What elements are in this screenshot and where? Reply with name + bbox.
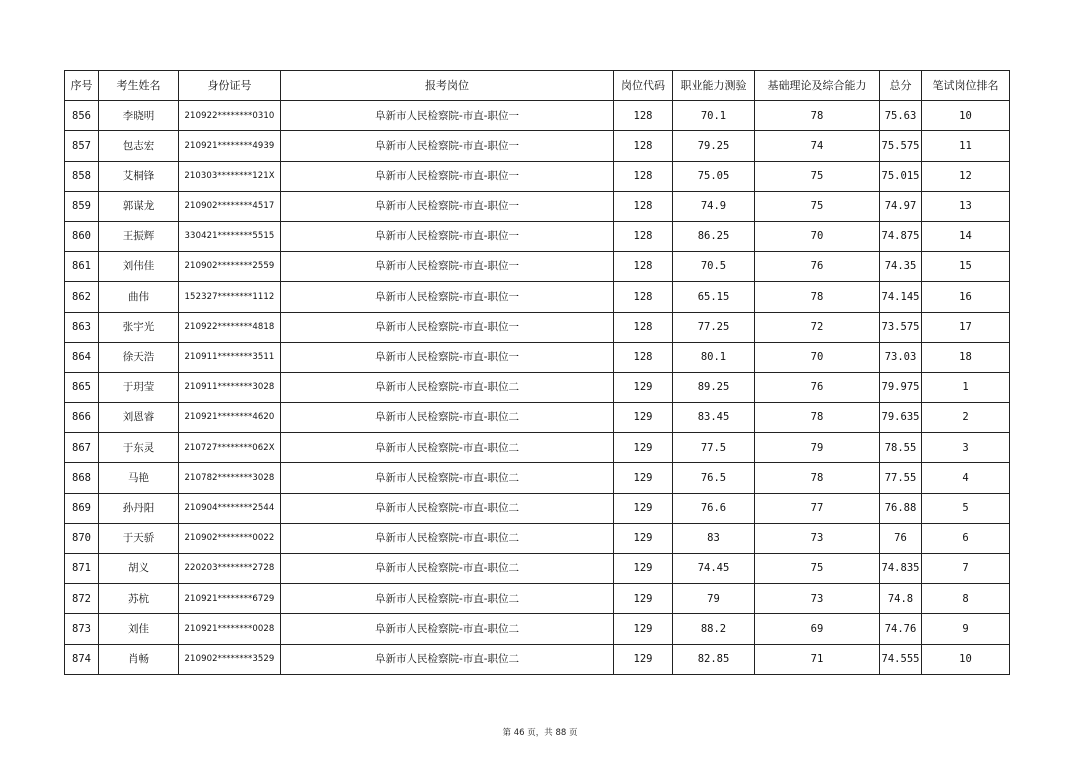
cell-theory: 70: [755, 221, 880, 251]
cell-theory: 78: [755, 463, 880, 493]
cell-total: 79.635: [880, 403, 922, 433]
cell-theory: 69: [755, 614, 880, 644]
cell-id: 210902********4517: [179, 191, 281, 221]
table-row: [65, 342, 1010, 372]
cell-name: 王振辉: [99, 221, 179, 251]
cell-seq: 872: [65, 584, 99, 614]
cell-seq: 867: [65, 433, 99, 463]
cell-total: 74.145: [880, 282, 922, 312]
table-row: [65, 523, 1010, 553]
cell-name: 郭谋龙: [99, 191, 179, 221]
cell-post: 阜新市人民检察院-市直-职位一: [281, 312, 614, 342]
page-footer: 第 46 页，共 88 页: [502, 728, 578, 738]
cell-seq: 856: [65, 101, 99, 131]
cell-total: 74.8: [880, 584, 922, 614]
cell-seq: 864: [65, 342, 99, 372]
cell-code: 128: [614, 101, 673, 131]
cell-code: 129: [614, 463, 673, 493]
cell-post: 阜新市人民检察院-市直-职位二: [281, 584, 614, 614]
cell-code: 129: [614, 372, 673, 402]
table-row: [65, 554, 1010, 584]
cell-rank: 1: [922, 372, 1010, 402]
cell-aptitude-test: 83: [673, 523, 755, 553]
table-row: [65, 403, 1010, 433]
cell-aptitude-test: 83.45: [673, 403, 755, 433]
cell-total: 74.35: [880, 252, 922, 282]
cell-post: 阜新市人民检察院-市直-职位一: [281, 131, 614, 161]
cell-name: 于天骄: [99, 523, 179, 553]
cell-post: 阜新市人民检察院-市直-职位二: [281, 493, 614, 523]
cell-aptitude-test: 77.25: [673, 312, 755, 342]
cell-name: 苏杭: [99, 584, 179, 614]
table-body: [65, 101, 1010, 675]
cell-seq: 860: [65, 221, 99, 251]
cell-rank: 7: [922, 554, 1010, 584]
table-row: [65, 493, 1010, 523]
cell-aptitude-test: 79: [673, 584, 755, 614]
cell-aptitude-test: 75.05: [673, 161, 755, 191]
cell-code: 129: [614, 403, 673, 433]
cell-rank: 10: [922, 644, 1010, 674]
table-row: [65, 614, 1010, 644]
cell-rank: 6: [922, 523, 1010, 553]
cell-total: 73.575: [880, 312, 922, 342]
cell-post: 阜新市人民检察院-市直-职位二: [281, 372, 614, 402]
cell-seq: 870: [65, 523, 99, 553]
cell-theory: 76: [755, 252, 880, 282]
cell-rank: 5: [922, 493, 1010, 523]
cell-theory: 78: [755, 403, 880, 433]
cell-post: 阜新市人民检察院-市直-职位二: [281, 554, 614, 584]
cell-rank: 18: [922, 342, 1010, 372]
cell-name: 孙丹阳: [99, 493, 179, 523]
cell-total: 77.55: [880, 463, 922, 493]
cell-post: 阜新市人民检察院-市直-职位二: [281, 403, 614, 433]
header-code: 岗位代码: [614, 71, 673, 101]
header-theory: 基础理论及综合能力: [755, 71, 880, 101]
cell-name: 于东灵: [99, 433, 179, 463]
cell-name: 徐天浩: [99, 342, 179, 372]
header-name: 考生姓名: [99, 71, 179, 101]
cell-code: 129: [614, 614, 673, 644]
cell-seq: 873: [65, 614, 99, 644]
cell-id: 210921********4620: [179, 403, 281, 433]
score-table: [64, 70, 1010, 675]
cell-total: 74.875: [880, 221, 922, 251]
cell-seq: 862: [65, 282, 99, 312]
cell-total: 74.835: [880, 554, 922, 584]
cell-rank: 16: [922, 282, 1010, 312]
cell-total: 74.97: [880, 191, 922, 221]
table-row: [65, 312, 1010, 342]
cell-post: 阜新市人民检察院-市直-职位一: [281, 252, 614, 282]
cell-name: 马艳: [99, 463, 179, 493]
cell-id: 152327********1112: [179, 282, 281, 312]
cell-seq: 866: [65, 403, 99, 433]
cell-seq: 868: [65, 463, 99, 493]
cell-id: 210902********2559: [179, 252, 281, 282]
cell-total: 79.975: [880, 372, 922, 402]
cell-theory: 78: [755, 282, 880, 312]
table-row: [65, 372, 1010, 402]
cell-total: 75.63: [880, 101, 922, 131]
cell-seq: 857: [65, 131, 99, 161]
cell-seq: 861: [65, 252, 99, 282]
cell-theory: 75: [755, 191, 880, 221]
cell-code: 128: [614, 221, 673, 251]
cell-post: 阜新市人民检察院-市直-职位一: [281, 161, 614, 191]
cell-total: 74.555: [880, 644, 922, 674]
cell-post: 阜新市人民检察院-市直-职位一: [281, 342, 614, 372]
cell-aptitude-test: 76.5: [673, 463, 755, 493]
cell-theory: 78: [755, 101, 880, 131]
cell-total: 78.55: [880, 433, 922, 463]
cell-id: 220203********2728: [179, 554, 281, 584]
cell-rank: 8: [922, 584, 1010, 614]
cell-total: 73.03: [880, 342, 922, 372]
cell-aptitude-test: 86.25: [673, 221, 755, 251]
cell-total: 74.76: [880, 614, 922, 644]
table-row: [65, 101, 1010, 131]
header-seq: 序号: [65, 71, 99, 101]
cell-rank: 15: [922, 252, 1010, 282]
cell-aptitude-test: 65.15: [673, 282, 755, 312]
cell-rank: 9: [922, 614, 1010, 644]
cell-total: 75.015: [880, 161, 922, 191]
cell-aptitude-test: 82.85: [673, 644, 755, 674]
cell-post: 阜新市人民检察院-市直-职位一: [281, 101, 614, 131]
cell-rank: 17: [922, 312, 1010, 342]
table-row: [65, 644, 1010, 674]
cell-name: 刘伟佳: [99, 252, 179, 282]
cell-id: 210303********121X: [179, 161, 281, 191]
cell-seq: 858: [65, 161, 99, 191]
cell-id: 210911********3511: [179, 342, 281, 372]
cell-aptitude-test: 80.1: [673, 342, 755, 372]
cell-theory: 76: [755, 372, 880, 402]
cell-id: 210904********2544: [179, 493, 281, 523]
table-row: [65, 221, 1010, 251]
cell-id: 330421********5515: [179, 221, 281, 251]
cell-seq: 874: [65, 644, 99, 674]
cell-theory: 74: [755, 131, 880, 161]
cell-code: 129: [614, 493, 673, 523]
cell-post: 阜新市人民检察院-市直-职位一: [281, 282, 614, 312]
cell-aptitude-test: 88.2: [673, 614, 755, 644]
cell-code: 128: [614, 312, 673, 342]
cell-theory: 75: [755, 161, 880, 191]
cell-name: 张宇光: [99, 312, 179, 342]
cell-post: 阜新市人民检察院-市直-职位二: [281, 463, 614, 493]
cell-name: 于玥莹: [99, 372, 179, 402]
cell-rank: 13: [922, 191, 1010, 221]
cell-code: 128: [614, 252, 673, 282]
cell-seq: 865: [65, 372, 99, 402]
cell-total: 75.575: [880, 131, 922, 161]
cell-id: 210921********6729: [179, 584, 281, 614]
table-header: [65, 71, 1010, 101]
cell-rank: 10: [922, 101, 1010, 131]
cell-rank: 12: [922, 161, 1010, 191]
cell-rank: 4: [922, 463, 1010, 493]
cell-code: 128: [614, 342, 673, 372]
cell-name: 艾桐锋: [99, 161, 179, 191]
cell-name: 胡义: [99, 554, 179, 584]
table-row: [65, 191, 1010, 221]
cell-seq: 869: [65, 493, 99, 523]
header-id: 身份证号: [179, 71, 281, 101]
cell-theory: 79: [755, 433, 880, 463]
cell-id: 210922********0310: [179, 101, 281, 131]
cell-post: 阜新市人民检察院-市直-职位一: [281, 221, 614, 251]
cell-code: 129: [614, 433, 673, 463]
cell-theory: 72: [755, 312, 880, 342]
header-row: [65, 71, 1010, 101]
table-row: [65, 433, 1010, 463]
cell-post: 阜新市人民检察院-市直-职位二: [281, 614, 614, 644]
cell-post: 阜新市人民检察院-市直-职位一: [281, 191, 614, 221]
cell-code: 129: [614, 523, 673, 553]
cell-id: 210782********3028: [179, 463, 281, 493]
cell-name: 李晓明: [99, 101, 179, 131]
cell-rank: 3: [922, 433, 1010, 463]
header-total: 总分: [880, 71, 922, 101]
cell-seq: 859: [65, 191, 99, 221]
cell-name: 肖畅: [99, 644, 179, 674]
cell-code: 129: [614, 644, 673, 674]
cell-aptitude-test: 74.9: [673, 191, 755, 221]
cell-theory: 70: [755, 342, 880, 372]
cell-aptitude-test: 79.25: [673, 131, 755, 161]
cell-code: 129: [614, 554, 673, 584]
table-row: [65, 584, 1010, 614]
cell-post: 阜新市人民检察院-市直-职位二: [281, 523, 614, 553]
cell-id: 210902********0022: [179, 523, 281, 553]
cell-id: 210727********062X: [179, 433, 281, 463]
cell-post: 阜新市人民检察院-市直-职位二: [281, 644, 614, 674]
cell-code: 129: [614, 584, 673, 614]
cell-id: 210922********4818: [179, 312, 281, 342]
cell-aptitude-test: 70.5: [673, 252, 755, 282]
cell-rank: 14: [922, 221, 1010, 251]
table-row: [65, 131, 1010, 161]
cell-name: 刘恩睿: [99, 403, 179, 433]
cell-aptitude-test: 77.5: [673, 433, 755, 463]
table-row: [65, 463, 1010, 493]
cell-rank: 11: [922, 131, 1010, 161]
table-row: [65, 252, 1010, 282]
header-rank: 笔试岗位排名: [922, 71, 1010, 101]
cell-rank: 2: [922, 403, 1010, 433]
cell-aptitude-test: 76.6: [673, 493, 755, 523]
cell-seq: 871: [65, 554, 99, 584]
cell-theory: 71: [755, 644, 880, 674]
table-row: [65, 161, 1010, 191]
cell-name: 刘佳: [99, 614, 179, 644]
cell-id: 210921********4939: [179, 131, 281, 161]
cell-theory: 75: [755, 554, 880, 584]
cell-code: 128: [614, 191, 673, 221]
cell-code: 128: [614, 282, 673, 312]
cell-name: 包志宏: [99, 131, 179, 161]
cell-aptitude-test: 74.45: [673, 554, 755, 584]
cell-seq: 863: [65, 312, 99, 342]
cell-aptitude-test: 70.1: [673, 101, 755, 131]
cell-total: 76: [880, 523, 922, 553]
cell-theory: 73: [755, 523, 880, 553]
table-row: [65, 282, 1010, 312]
cell-aptitude-test: 89.25: [673, 372, 755, 402]
cell-id: 210921********0028: [179, 614, 281, 644]
cell-theory: 77: [755, 493, 880, 523]
cell-post: 阜新市人民检察院-市直-职位二: [281, 433, 614, 463]
cell-id: 210911********3028: [179, 372, 281, 402]
cell-id: 210902********3529: [179, 644, 281, 674]
cell-code: 128: [614, 131, 673, 161]
cell-name: 曲伟: [99, 282, 179, 312]
cell-code: 128: [614, 161, 673, 191]
cell-total: 76.88: [880, 493, 922, 523]
header-post: 报考岗位: [281, 71, 614, 101]
header-aptitude-test: 职业能力测验: [673, 71, 755, 101]
cell-theory: 73: [755, 584, 880, 614]
